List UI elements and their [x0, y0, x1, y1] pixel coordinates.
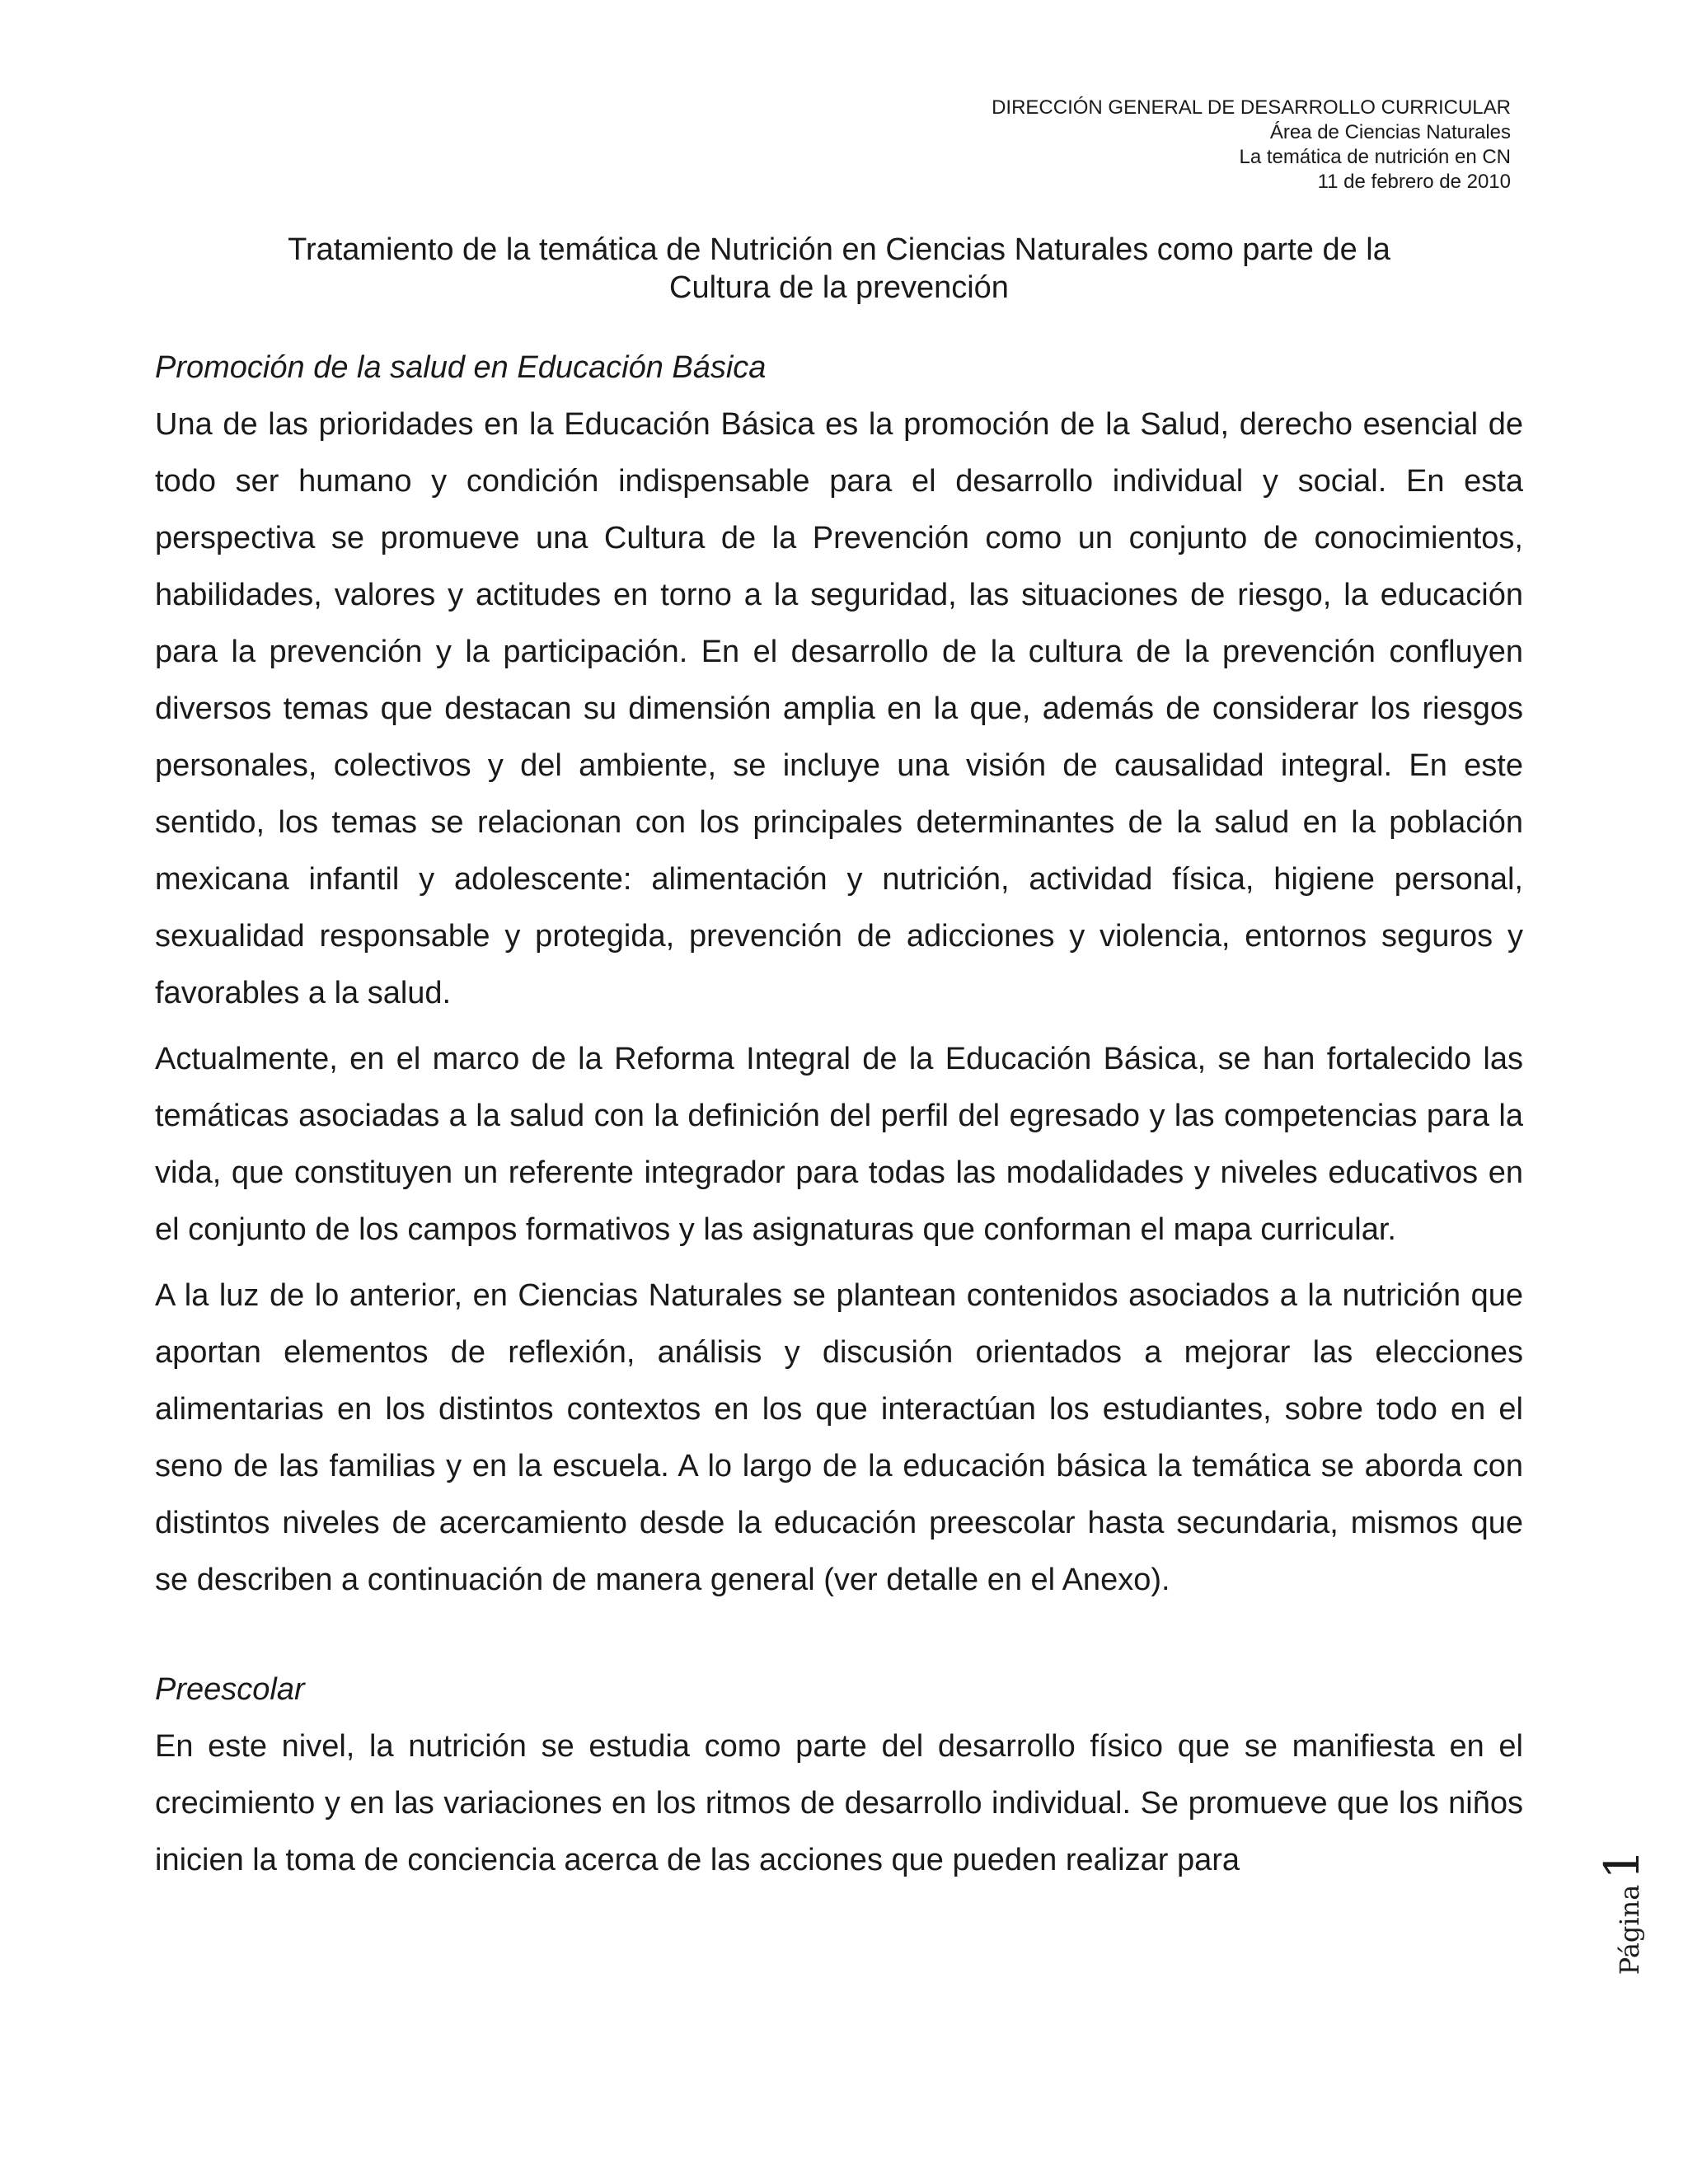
header-area: Área de Ciencias Naturales [1269, 121, 1511, 143]
page-number-value: 1 [1594, 1849, 1650, 1880]
header-directorate: DIRECCIÓN GENERAL DE DESARROLLO CURRICULAR [992, 96, 1511, 119]
document-title [155, 231, 1523, 307]
header-date: 11 de febrero de 2010 [1317, 171, 1511, 193]
paragraph-promocion-3: A la luz de lo anterior, en Ciencias Naturales se plantean contenidos asociados a la nutrición que aportan elementos de reflexión, análisis y discusión orientados a mejorar las elecciones alimentarias en los distintos contextos en los que interactúan los estudiantes, sobre todo en el seno de las familias y en la escuela. A lo largo de la educación básica la temática se aborda con distintos niveles de acercamiento desde la educación preescolar hasta secundaria, mismos que se describen a continuación de manera general (ver detalle en el Anexo). [155, 1278, 1523, 1597]
title-line-1: Tratamiento de la temática de Nutrición en Ciencias Naturales como parte de la [288, 232, 1390, 267]
header-topic: La temática de nutrición en CN [1239, 146, 1511, 168]
page-number [1581, 1830, 1663, 1994]
section-heading-preescolar: Preescolar [155, 1672, 305, 1707]
page-header [992, 96, 1511, 194]
title-line-2: Cultura de la prevención [669, 270, 1009, 305]
page-number-rotated [1594, 1849, 1650, 1975]
paragraph-promocion-1: Una de las prioridades en la Educación Básica es la promoción de la Salud, derecho esencial de todo ser humano y condición indispensable para el desarrollo individual y social. En esta perspectiva se promueve una Cultura de la Prevención como un conjunto de conocimientos, habilidades, valores y actitudes en torno a la seguridad, las situaciones de riesgo, la educación para la prevención y la participación. En el desarrollo de la cultura de la prevención confluyen diversos temas que destacan su dimensión amplia en la que, además de considerar los riesgos personales, colectivos y del ambiente, se incluye una visión de causalidad integral. En este sentido, los temas se relacionan con los principales determinantes de la salud en la población mexicana infantil y adolescente: alimentación y nutrición, actividad física, higiene personal, sexualidad responsable y protegida, prevención de adicciones y violencia, entornos seguros y favorables a la salud. [155, 407, 1523, 1010]
page-label: Página [1614, 1884, 1645, 1975]
paragraph-spacer [155, 1022, 1523, 1031]
paragraph-spacer [155, 1258, 1523, 1268]
paragraph-preescolar-1: En este nivel, la nutrición se estudia como parte del desarrollo físico que se manifiesta en el crecimiento y en las variaciones en los ritmos de desarrollo individual. Se promueve que los niños inicien la toma de conciencia acerca de las acciones que pueden realizar para [155, 1729, 1523, 1877]
document-body [155, 340, 1523, 1889]
paragraph-promocion-2: Actualmente, en el marco de la Reforma Integral de la Educación Básica, se han fortalecido las temáticas asociadas a la salud con la definición del perfil del egresado y las competencias para la vida, que constituyen un referente integrador para todas las modalidades y niveles educativos en el conjunto de los campos formativos y las asignaturas que conforman el mapa curricular. [155, 1042, 1523, 1247]
section-spacer [155, 1609, 1523, 1661]
section-heading-promocion: Promoción de la salud en Educación Básica [155, 350, 767, 385]
